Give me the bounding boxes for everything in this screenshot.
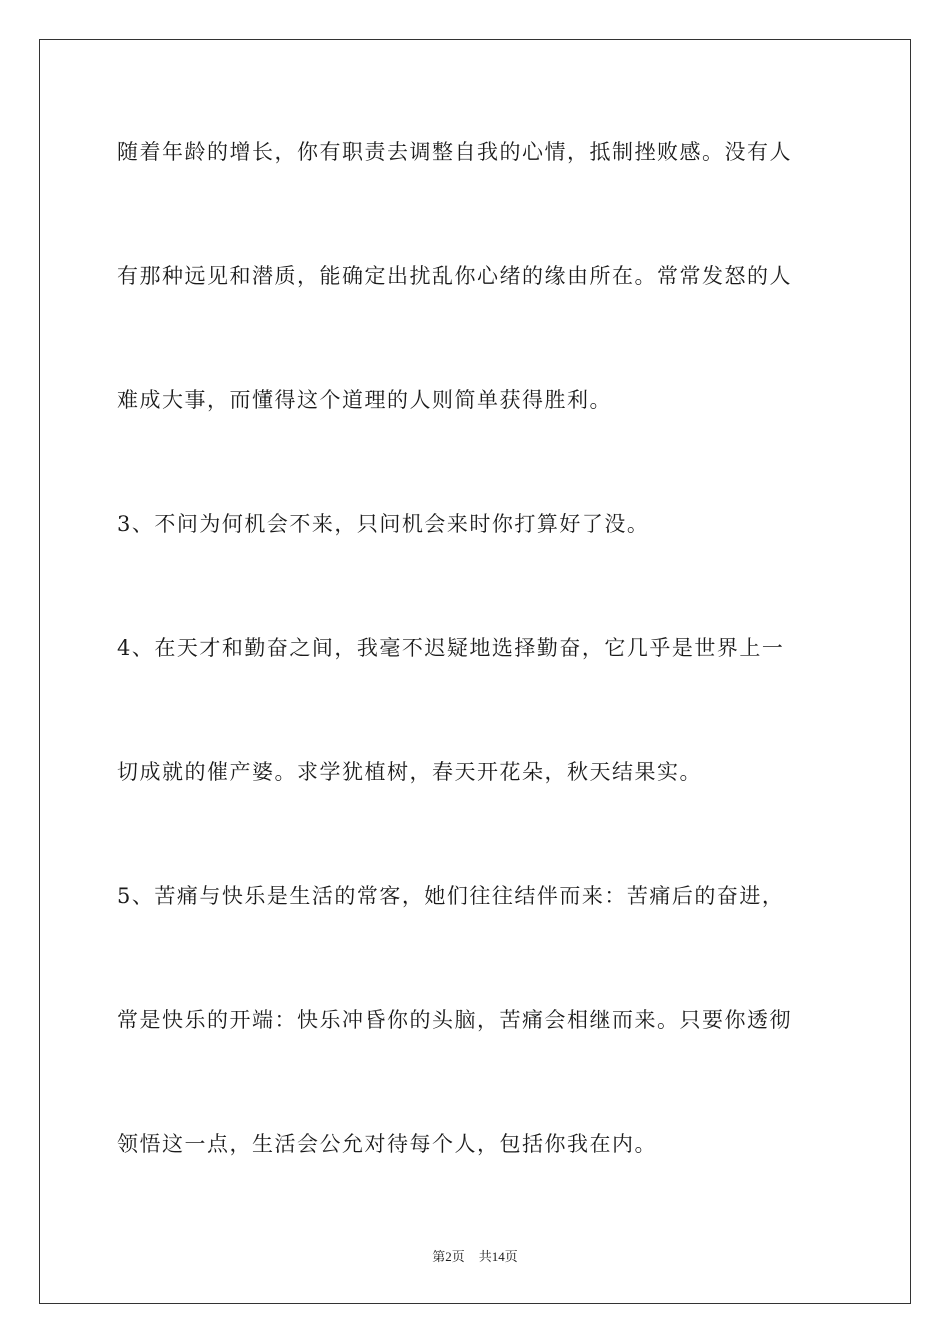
- text-line: 3、不问为何机会不来，只问机会来时你打算好了没。: [117, 512, 650, 536]
- text-line: 5、苦痛与快乐是生活的常客，她们往往结伴而来：苦痛后的奋进，: [117, 884, 785, 908]
- text-line: 随着年龄的增长，你有职责去调整自我的心情，抵制挫败感。没有人: [117, 140, 792, 164]
- page-total: 共14页: [478, 1249, 518, 1264]
- text-line: 有那种远见和潜质，能确定出扰乱你心绪的缘由所在。常常发怒的人: [117, 264, 792, 288]
- page-footer: [0, 1248, 950, 1266]
- text-line: 常是快乐的开端：快乐冲昏你的头脑，苦痛会相继而来。只要你透彻: [117, 1008, 792, 1032]
- text-line: 4、在天才和勤奋之间，我毫不迟疑地选择勤奋，它几乎是世界上一: [117, 636, 785, 660]
- page-frame: [39, 39, 911, 1304]
- page-number: 第2页: [432, 1249, 465, 1264]
- text-line: 难成大事，而懂得这个道理的人则简单获得胜利。: [117, 388, 612, 412]
- text-line: 切成就的催产婆。求学犹植树，春天开花朵，秋天结果实。: [117, 760, 702, 784]
- text-line: 领悟这一点，生活会公允对待每个人，包括你我在内。: [117, 1132, 657, 1156]
